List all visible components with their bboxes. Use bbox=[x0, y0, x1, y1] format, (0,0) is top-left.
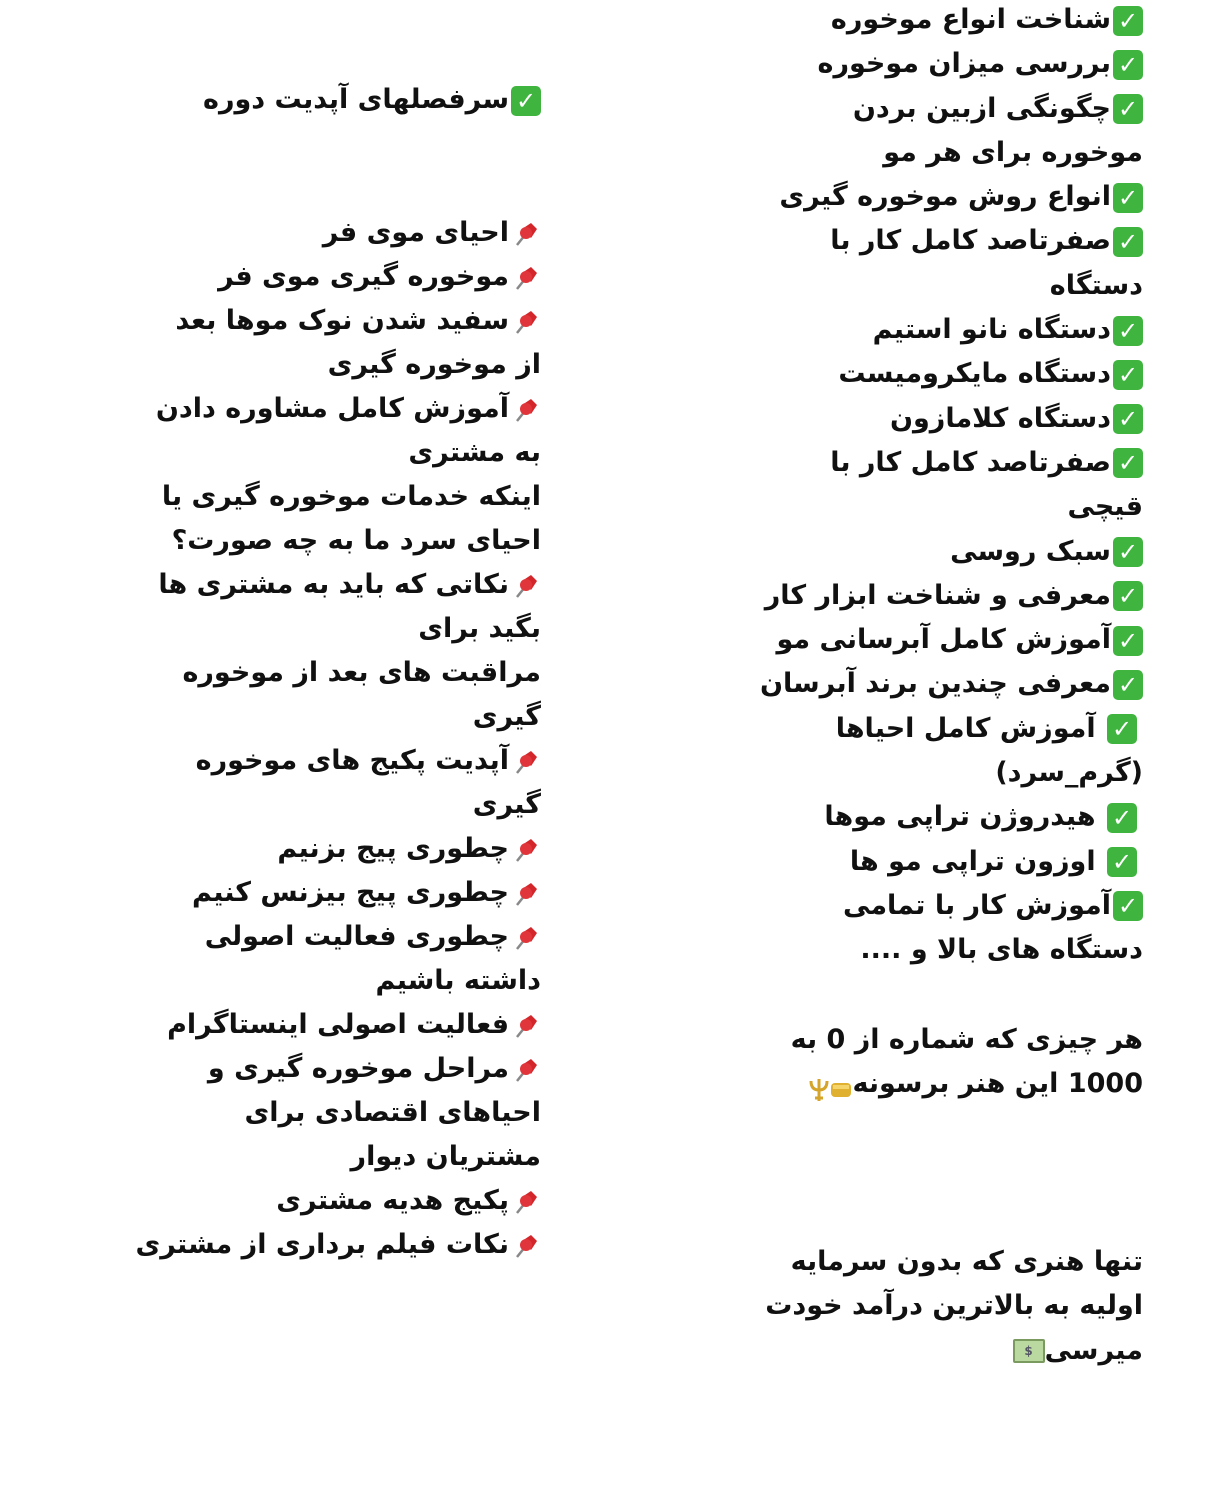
list-item bbox=[760, 308, 1143, 352]
item-text: اینکه خدمات موخوره گیری یا bbox=[161, 481, 541, 512]
item-text: از موخوره گیری bbox=[327, 349, 541, 380]
item-text: سفید شدن نوک موها بعد bbox=[175, 305, 509, 336]
list-item bbox=[136, 563, 542, 607]
item-text: دستگاه نانو استیم bbox=[872, 314, 1111, 346]
check-icon: ✓ bbox=[1113, 626, 1143, 656]
list-item bbox=[136, 1179, 542, 1223]
list-item bbox=[136, 959, 542, 1003]
list-item bbox=[760, 751, 1143, 795]
list-item bbox=[760, 352, 1143, 396]
item-text: فعالیت اصولی اینستاگرام bbox=[167, 1009, 509, 1040]
item-text: معرفی چندین برند آبرسان bbox=[759, 668, 1111, 700]
item-text: اوزون تراپی مو ها bbox=[849, 845, 1096, 877]
check-icon: ✓ bbox=[1113, 404, 1143, 434]
item-text: سبک روسی bbox=[950, 535, 1111, 567]
item-text: سرفصلهای آپدیت دوره bbox=[203, 84, 509, 115]
check-icon: ✓ bbox=[1113, 581, 1143, 611]
list-item bbox=[760, 42, 1143, 86]
right-topic-list bbox=[760, 0, 1143, 973]
pin-icon bbox=[511, 835, 541, 865]
check-icon: ✓ bbox=[1113, 227, 1143, 257]
list-item bbox=[136, 1091, 542, 1135]
list-item bbox=[136, 1047, 542, 1091]
list-item bbox=[136, 915, 542, 959]
pin-icon bbox=[511, 1055, 541, 1085]
list-item bbox=[136, 1135, 542, 1179]
list-item bbox=[136, 255, 542, 299]
item-text: صفرتاصد کامل کار با bbox=[830, 225, 1111, 257]
list-item bbox=[136, 475, 542, 519]
list-item bbox=[136, 387, 542, 431]
item-text: (گرم_سرد) bbox=[995, 757, 1143, 789]
list-item bbox=[136, 651, 542, 695]
pin-icon bbox=[511, 307, 541, 337]
list-item bbox=[760, 928, 1143, 972]
item-text: احیاهای اقتصادی برای bbox=[244, 1097, 541, 1128]
list-item bbox=[760, 662, 1143, 706]
list-item bbox=[760, 0, 1143, 42]
pin-icon bbox=[511, 395, 541, 425]
item-text: آپدیت پکیج های موخوره bbox=[195, 745, 509, 776]
list-item bbox=[760, 618, 1143, 662]
check-icon: ✓ bbox=[511, 86, 541, 116]
item-text: گیری bbox=[472, 701, 541, 732]
check-icon: ✓ bbox=[1113, 360, 1143, 390]
list-item bbox=[760, 264, 1143, 308]
list-item bbox=[136, 431, 542, 475]
list-item bbox=[136, 299, 542, 343]
check-icon: ✓ bbox=[1113, 183, 1143, 213]
list-item bbox=[136, 607, 542, 651]
item-text: چگونگی ازبین بردن bbox=[852, 92, 1111, 124]
check-icon: ✓ bbox=[1107, 847, 1137, 877]
update-title bbox=[203, 78, 541, 122]
list-item bbox=[765, 1240, 1143, 1284]
pin-icon bbox=[511, 219, 541, 249]
list-item bbox=[760, 485, 1143, 529]
list-item bbox=[136, 211, 542, 255]
pin-icon bbox=[511, 1011, 541, 1041]
list-item bbox=[136, 343, 542, 387]
item-text: مراحل موخوره گیری و bbox=[207, 1053, 509, 1084]
item-text: تنها هنری که بدون سرمایه bbox=[790, 1246, 1143, 1277]
list-item bbox=[765, 1329, 1143, 1373]
pin-icon bbox=[511, 571, 541, 601]
item-text: اولیه به بالاترین درآمد خودت bbox=[765, 1290, 1143, 1322]
list-item bbox=[760, 131, 1143, 175]
list-item bbox=[760, 530, 1143, 574]
item-text: دستگاه bbox=[1049, 269, 1143, 301]
list-item bbox=[760, 795, 1143, 839]
item-text: میرسی bbox=[1044, 1334, 1143, 1366]
item-text: آموزش کار با تمامی bbox=[843, 889, 1111, 921]
check-icon: ✓ bbox=[1113, 316, 1143, 346]
item-text: پکیج هدیه مشتری bbox=[276, 1185, 509, 1216]
list-item bbox=[760, 574, 1143, 618]
list-item bbox=[791, 1062, 1143, 1106]
coins-icon bbox=[830, 1072, 852, 1098]
item-text: احیای سرد ما به چه صورت؟ bbox=[171, 525, 541, 556]
item-text: 1000 این هنر برسونه bbox=[852, 1068, 1143, 1100]
list-item bbox=[760, 397, 1143, 441]
list-item bbox=[136, 739, 542, 783]
trident-icon bbox=[808, 1072, 830, 1098]
item-text: شناخت انواع موخوره bbox=[830, 4, 1111, 35]
item-text: داشته باشیم bbox=[375, 965, 541, 996]
item-text: بررسی میزان موخوره bbox=[817, 48, 1111, 80]
item-text: موخوره برای هر مو bbox=[883, 136, 1143, 168]
list-item bbox=[203, 78, 541, 122]
list-item bbox=[760, 87, 1143, 131]
item-text: نکاتی که باید به مشتری ها bbox=[158, 569, 509, 600]
list-item bbox=[136, 519, 542, 563]
list-item bbox=[136, 871, 542, 915]
item-text: هیدروژن تراپی موها bbox=[824, 801, 1096, 833]
item-text: انواع روش موخوره گیری bbox=[779, 181, 1111, 213]
right-closing-text bbox=[765, 1240, 1143, 1373]
list-item bbox=[136, 695, 542, 739]
item-text: دستگاه های بالا و .... bbox=[860, 934, 1143, 966]
item-text: چطوری پیج بیزنس کنیم bbox=[192, 877, 509, 908]
list-item bbox=[760, 840, 1143, 884]
update-topic-list bbox=[136, 211, 542, 1267]
check-icon: ✓ bbox=[1113, 537, 1143, 567]
item-text: آموزش کامل مشاوره دادن bbox=[155, 393, 509, 424]
item-text: نکات فیلم برداری از مشتری bbox=[135, 1229, 509, 1260]
item-text: چطوری فعالیت اصولی bbox=[204, 921, 509, 952]
item-text: موخوره گیری موی فر bbox=[218, 261, 509, 292]
item-text: آموزش کامل آبرسانی مو bbox=[776, 624, 1111, 656]
list-item bbox=[136, 1003, 542, 1047]
item-text: دستگاه مایکرومیست bbox=[838, 358, 1111, 390]
item-text: مشتریان دیوار bbox=[350, 1141, 541, 1172]
item-text: احیای موی فر bbox=[322, 217, 509, 248]
list-item bbox=[136, 783, 542, 827]
item-text: چطوری پیج بزنیم bbox=[277, 833, 509, 864]
item-text: هر چیزی که شماره از 0 به bbox=[790, 1024, 1143, 1055]
item-text: به مشتری bbox=[408, 437, 541, 468]
item-text: دستگاه کلامازون bbox=[889, 402, 1111, 434]
check-icon: ✓ bbox=[1113, 670, 1143, 700]
right-motto bbox=[791, 1018, 1143, 1107]
item-text: معرفی و شناخت ابزار کار bbox=[764, 579, 1111, 611]
list-item bbox=[136, 1223, 542, 1267]
pin-icon bbox=[511, 1187, 541, 1217]
check-icon: ✓ bbox=[1113, 448, 1143, 478]
item-text: آموزش کامل احیاها bbox=[835, 712, 1096, 744]
list-item bbox=[760, 175, 1143, 219]
money-icon: $ bbox=[1013, 1339, 1045, 1363]
list-item bbox=[136, 827, 542, 871]
item-text: مراقبت های بعد از موخوره bbox=[182, 657, 541, 688]
list-item bbox=[765, 1284, 1143, 1328]
check-icon: ✓ bbox=[1113, 6, 1143, 36]
item-text: گیری bbox=[472, 789, 541, 820]
item-text: بگید برای bbox=[418, 613, 541, 644]
pin-icon bbox=[511, 747, 541, 777]
list-item bbox=[760, 219, 1143, 263]
check-icon: ✓ bbox=[1107, 803, 1137, 833]
check-icon: ✓ bbox=[1113, 94, 1143, 124]
item-text: قیچی bbox=[1067, 491, 1143, 523]
list-item bbox=[760, 884, 1143, 928]
item-text: صفرتاصد کامل کار با bbox=[830, 446, 1111, 478]
list-item bbox=[760, 441, 1143, 485]
check-icon: ✓ bbox=[1113, 891, 1143, 921]
pin-icon bbox=[511, 879, 541, 909]
pin-icon bbox=[511, 923, 541, 953]
check-icon: ✓ bbox=[1107, 714, 1137, 744]
pin-icon bbox=[511, 263, 541, 293]
pin-icon bbox=[511, 1231, 541, 1261]
check-icon: ✓ bbox=[1113, 50, 1143, 80]
list-item bbox=[760, 707, 1143, 751]
list-item bbox=[791, 1018, 1143, 1062]
